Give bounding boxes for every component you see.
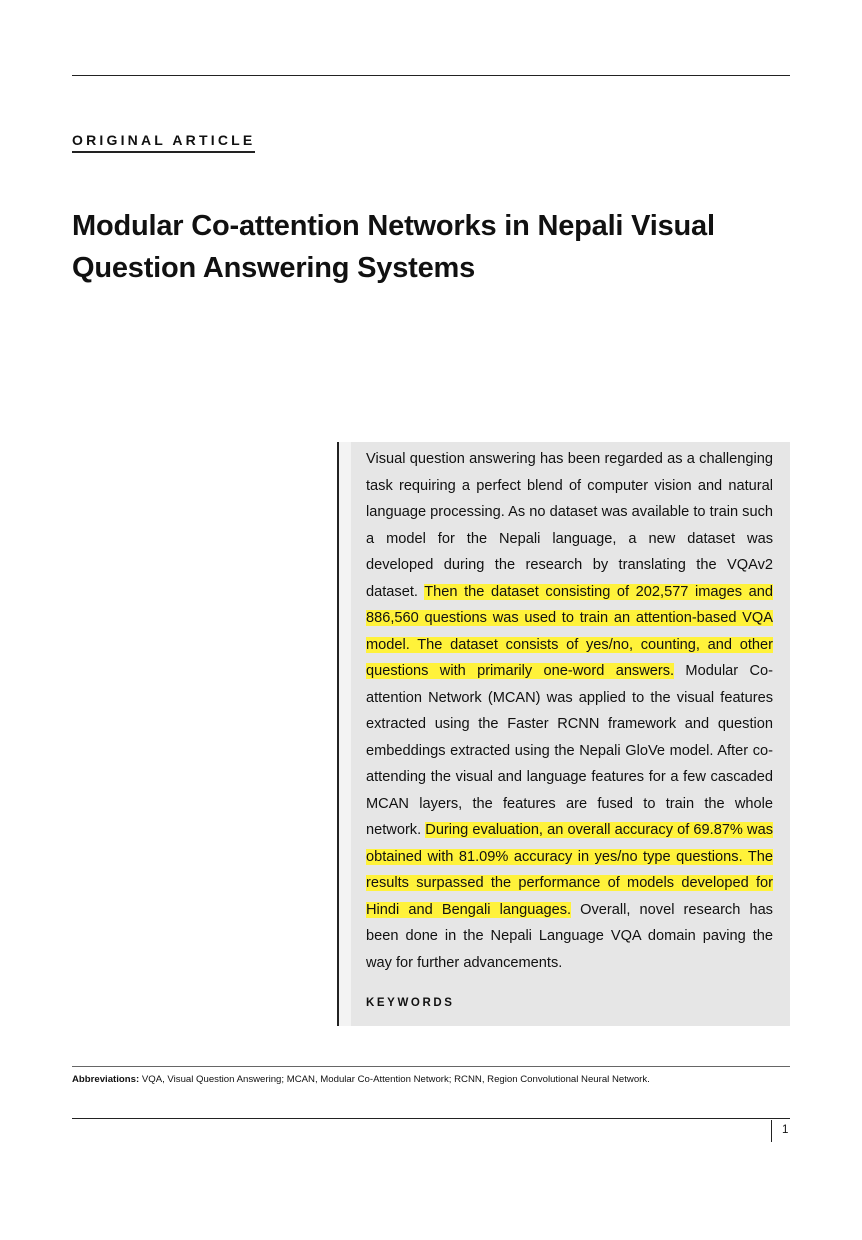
keywords-heading: KEYWORDS — [366, 997, 455, 1009]
paper-title: Modular Co-attention Networks in Nepali Visual Question Answering Systems — [72, 210, 715, 284]
abstract-highlight: Then the dataset consisting of 202,577 images and 886,560 questions was used to train an attention-based VQA model. The dataset consists of yes/no, counting, and other questions with primarily one-word answers. — [366, 583, 773, 679]
abbreviations-label: Abbreviations: — [72, 1074, 140, 1085]
abstract-left-band — [339, 442, 351, 1026]
page-number: 1 — [782, 1124, 789, 1136]
abstract-segment: Visual question answering has been regarded as a challenging task requiring a perfect blend of computer vision and natural language processing. As no dataset was available to train such a model for the Nepali language, a new dataset was developed during the research by translating the VQAv2 dataset. — [366, 451, 773, 600]
top-rule — [72, 75, 790, 76]
article-type-label: ORIGINAL ARTICLE — [72, 132, 255, 153]
abstract-highlight: During evaluation, an overall accuracy of 69.87% was obtained with 81.09% accuracy in yes/no type questions. The results surpassed the performance of models developed for Hindi and Bengali languages. — [366, 822, 773, 918]
page-number-divider — [771, 1120, 772, 1142]
abbreviations-text: VQA, Visual Question Answering; MCAN, Modular Co-Attention Network; RCNN, Region Convolutional Neural Network. — [139, 1074, 650, 1085]
abstract-segment: Overall, novel research has been done in the Nepali Language VQA domain paving the way for further advancements. — [366, 901, 773, 971]
abbreviations-footnote — [72, 1073, 790, 1087]
abstract-text — [366, 446, 773, 976]
abstract-segment: Modular Co-attention Network (MCAN) was applied to the visual features extracted using the Faster RCNN framework and question embeddings extracted using the Nepali GloVe model. After co-attending the visual and language features for a few cascaded MCAN layers, the features are fused to train the whole network. — [366, 663, 773, 838]
bottom-rule — [72, 1118, 790, 1119]
abstract-box — [337, 442, 790, 1026]
footnote-rule — [72, 1066, 790, 1067]
